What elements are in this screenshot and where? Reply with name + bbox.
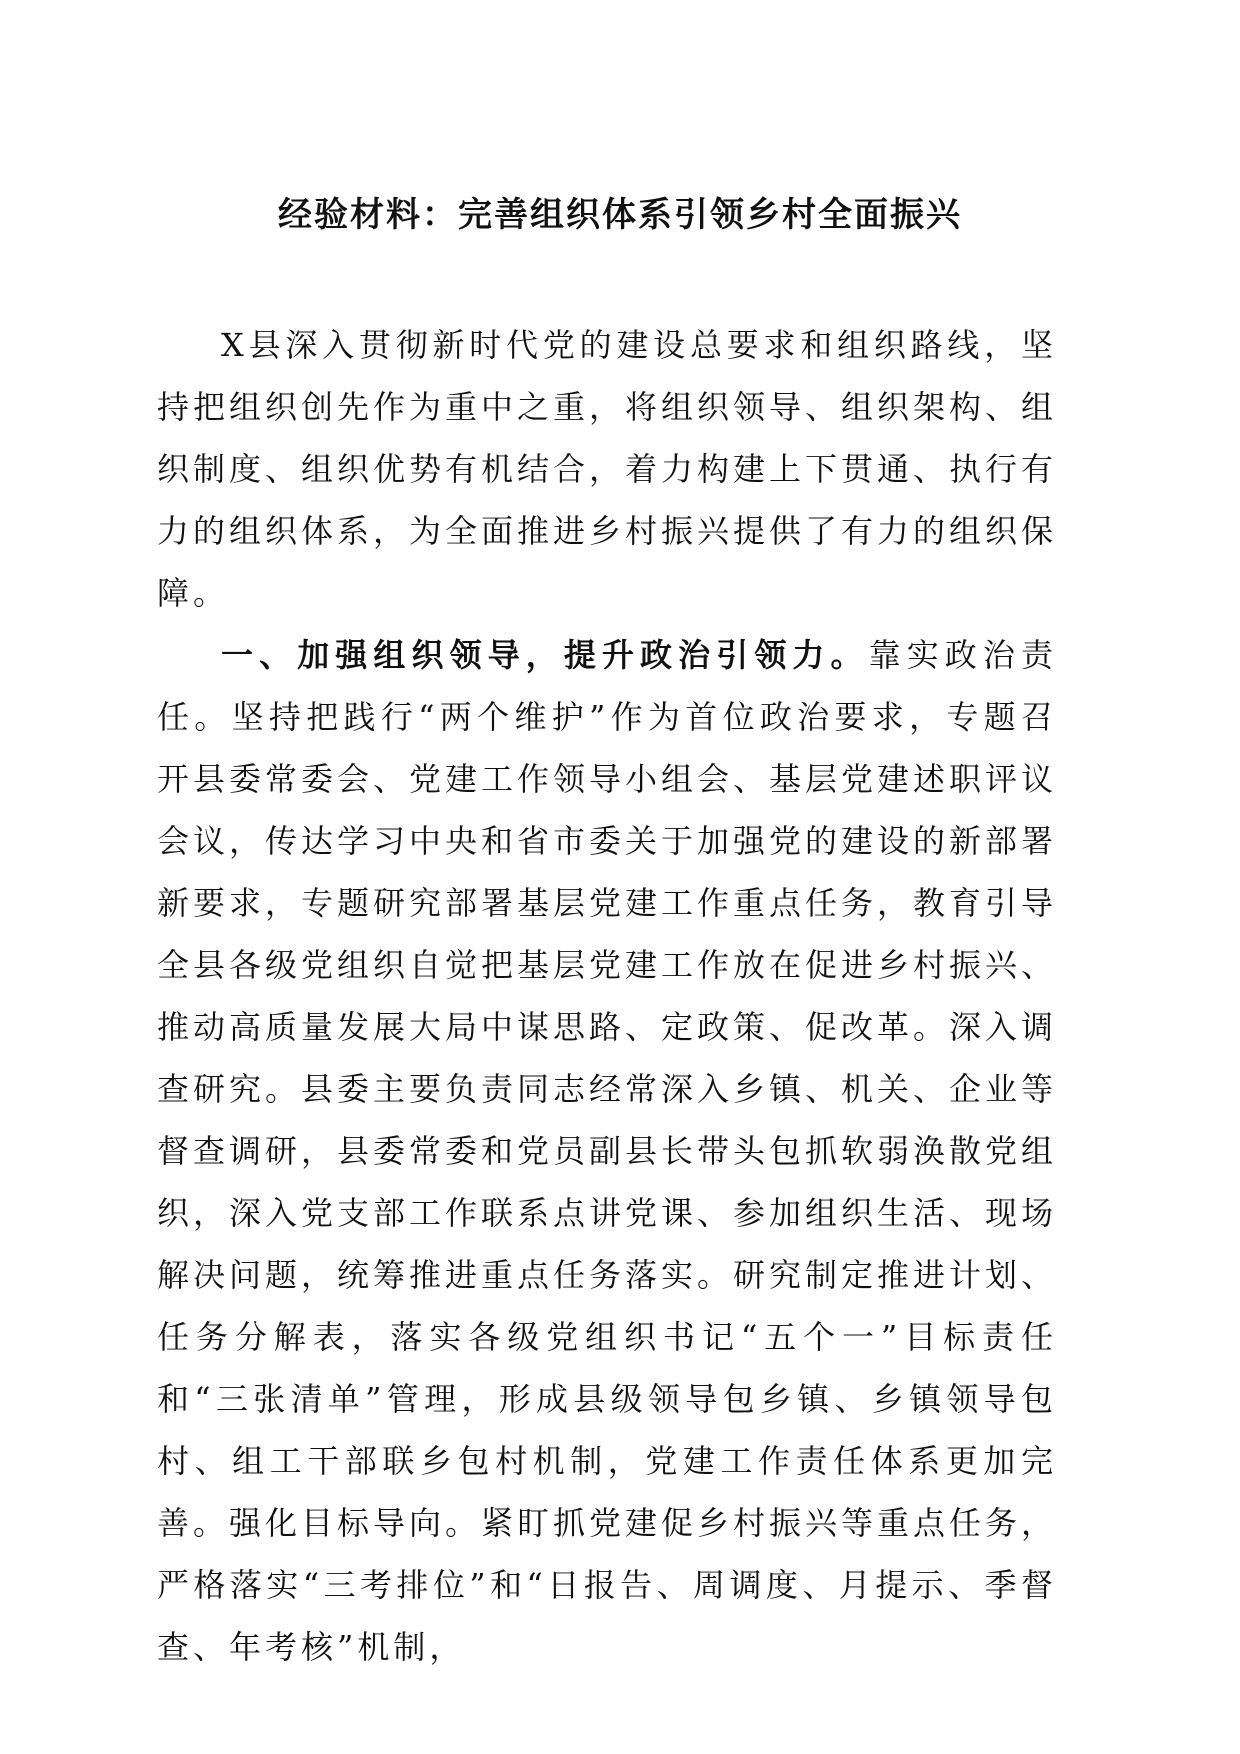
section-one-paragraph [157, 624, 1057, 1678]
intro-paragraph [157, 314, 1057, 624]
document-title: 经验材料：完善组织体系引领乡村全面振兴 [278, 195, 962, 235]
section-one-text: 靠实政治责任。坚持把践行“两个维护”作为首位政治要求，专题召开县委常委会、党建工作领导小组会、基层党建述职评议会议，传达学习中央和省市委关于加强党的建设的新部署新要求，专题研究部署基层党建工作重点任务，教育引导全县各级党组织自觉把基层党建工作放在促进乡村振兴、推动高质量发展大局中谋思路、定政策、促改革。深入调查研究。县委主要负责同志经常深入乡镇、机关、企业等督查调研，县委常委和党员副县长带头包抓软弱涣散党组织，深入党支部工作联系点讲党课、参加组织生活、现场解决问题，统筹推进重点任务落实。研究制定推进计划、任务分解表，落实各级党组织书记“五个一”目标责任和“三张清单”管理，形成县级领导包乡镇、乡镇领导包村、组工干部联乡包村机制，党建工作责任体系更加完善。强化目标导向。紧盯抓党建促乡村振兴等重点任务，严格落实“三考排位”和“日报告、周调度、月提示、季督查、年考核”机制， [157, 636, 1058, 1666]
intro-paragraph-text: X县深入贯彻新时代党的建设总要求和组织路线，坚持把组织创先作为重中之重，将组织领导、组织架构、组织制度、组织优势有机结合，着力构建上下贯通、执行有力的组织体系，为全面推进乡村振兴提供了有力的组织保障。 [157, 326, 1058, 612]
document-body [157, 314, 1057, 1678]
section-one-heading: 一、加强组织领导，提升政治引领力。 [221, 636, 869, 674]
